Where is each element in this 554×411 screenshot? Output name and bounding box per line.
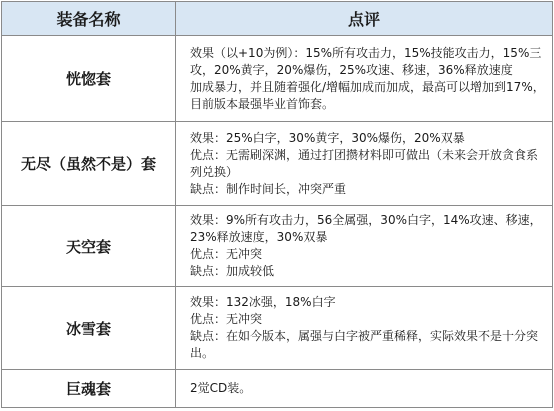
table-row xyxy=(2,122,553,206)
equipment-review-table-frame xyxy=(1,1,552,409)
equipment-review xyxy=(176,206,553,287)
equipment-name: 天空套 xyxy=(2,206,176,287)
review-line: 效果：25%白字，30%黄字，30%爆伤，20%双暴 xyxy=(190,130,465,145)
review-line: 优点：无需刷深渊，通过打团攒材料即可做出（未来会开放贪食系列兑换） xyxy=(190,147,539,179)
equipment-review-table xyxy=(1,1,553,408)
review-line: 效果（以+10为例）：15%所有攻击力，15%技能攻击力，15%三攻，20%黄字，20%爆伤，25%攻速、移速，36%释放速度 xyxy=(190,45,542,77)
review-line: 缺点：在如今版本，属强与白字被严重稀释，实际效果不是十分突出。 xyxy=(190,329,539,360)
equipment-name: 恍惚套 xyxy=(2,36,176,122)
equipment-name: 巨魂套 xyxy=(2,370,176,408)
header-equipment-name: 装备名称 xyxy=(2,2,176,36)
review-line: 效果：132冰强，18%白字 xyxy=(190,295,336,309)
review-line: 2觉CD装。 xyxy=(190,381,252,395)
equipment-name: 冰雪套 xyxy=(2,287,176,370)
table-row xyxy=(2,287,553,370)
equipment-review xyxy=(176,370,553,408)
table-header-row xyxy=(2,2,553,36)
equipment-name: 无尽（虽然不是）套 xyxy=(2,122,176,206)
review-line: 优点：无冲突 xyxy=(190,312,263,326)
table-row xyxy=(2,36,553,122)
equipment-review xyxy=(176,287,553,370)
header-review: 点评 xyxy=(176,2,553,36)
review-line: 优点：无冲突 xyxy=(190,247,263,261)
review-line: 缺点：制作时间长，冲突严重 xyxy=(190,181,347,196)
table-row xyxy=(2,370,553,408)
review-line: 效果：9%所有攻击力，56全属强，30%白字，14%攻速、移速，23%释放速度，30%双暴 xyxy=(190,213,542,244)
equipment-review xyxy=(176,36,553,122)
review-line: 缺点：加成较低 xyxy=(190,264,275,278)
review-line: 加成暴力，并且随着强化/增幅加成而加成，最高可以增加到17%，目前版本最强毕业首饰套。 xyxy=(190,79,545,111)
table-row xyxy=(2,206,553,287)
equipment-review xyxy=(176,122,553,206)
